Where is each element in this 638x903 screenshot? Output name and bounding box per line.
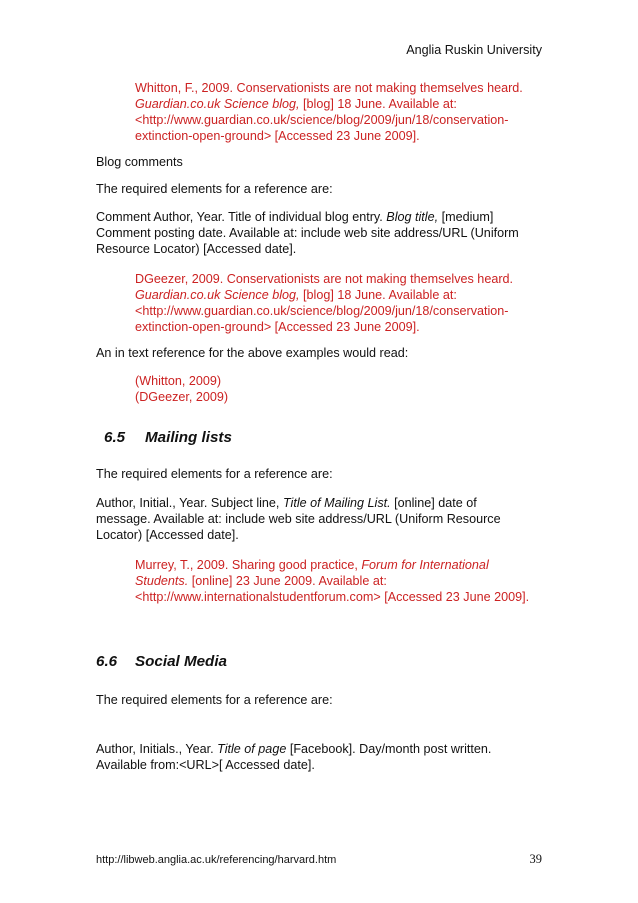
- reference-line: Students. [online] 23 June 2009. Available at:: [135, 574, 387, 588]
- reference-url: <http://www.internationalstudentforum.com> [Accessed 23 June 2009].: [135, 590, 530, 604]
- format-line: Resource Locator) [Accessed date].: [96, 242, 297, 256]
- page-number: 39: [529, 852, 542, 866]
- mailing-lists-intro: The required elements for a reference are:: [96, 467, 333, 481]
- in-text-item: (DGeezer, 2009): [135, 390, 229, 404]
- reference-line: DGeezer, 2009. Conservationists are not making themselves heard.: [135, 272, 514, 286]
- social-media-intro: The required elements for a reference are:: [96, 693, 333, 707]
- header-institution: Anglia Ruskin University: [406, 43, 542, 57]
- reference-url: extinction-open-ground> [Accessed 23 June 2009].: [135, 129, 420, 143]
- format-line: Author, Initial., Year. Subject line, Title of Mailing List. [online] date of: [96, 496, 477, 510]
- reference-url: extinction-open-ground> [Accessed 23 June 2009].: [135, 320, 420, 334]
- format-line: Locator) [Accessed date].: [96, 528, 239, 542]
- reference-url: <http://www.guardian.co.uk/science/blog/2009/jun/18/conservation-: [135, 304, 509, 318]
- in-text-item: (Whitton, 2009): [135, 374, 222, 388]
- blog-comments-intro: The required elements for a reference are:: [96, 182, 333, 196]
- format-line: Available from:<URL>[ Accessed date].: [96, 758, 315, 772]
- reference-line: Whitton, F., 2009. Conservationists are not making themselves heard.: [135, 81, 523, 95]
- footer-url: http://libweb.anglia.ac.uk/referencing/harvard.htm: [96, 854, 337, 866]
- section-heading-mailing-lists: 6.5 Mailing lists: [104, 429, 232, 446]
- in-text-intro: An in text reference for the above examples would read:: [96, 346, 409, 360]
- reference-line: Murrey, T., 2009. Sharing good practice, Forum for International: [135, 558, 489, 572]
- format-line: message. Available at: include web site address/URL (Uniform Resource: [96, 512, 501, 526]
- reference-line: Guardian.co.uk Science blog, [blog] 18 June. Available at:: [135, 97, 457, 111]
- reference-url: <http://www.guardian.co.uk/science/blog/2009/jun/18/conservation-: [135, 113, 509, 127]
- format-line: Author, Initials., Year. Title of page [Facebook]. Day/month post written.: [96, 742, 492, 756]
- format-line: Comment posting date. Available at: include web site address/URL (Uniform: [96, 226, 519, 240]
- section-heading-social-media: 6.6 Social Media: [96, 653, 228, 670]
- blog-comments-heading: Blog comments: [96, 155, 183, 169]
- reference-line: Guardian.co.uk Science blog, [blog] 18 June. Available at:: [135, 288, 457, 302]
- format-line: Comment Author, Year. Title of individual blog entry. Blog title, [medium]: [96, 210, 494, 224]
